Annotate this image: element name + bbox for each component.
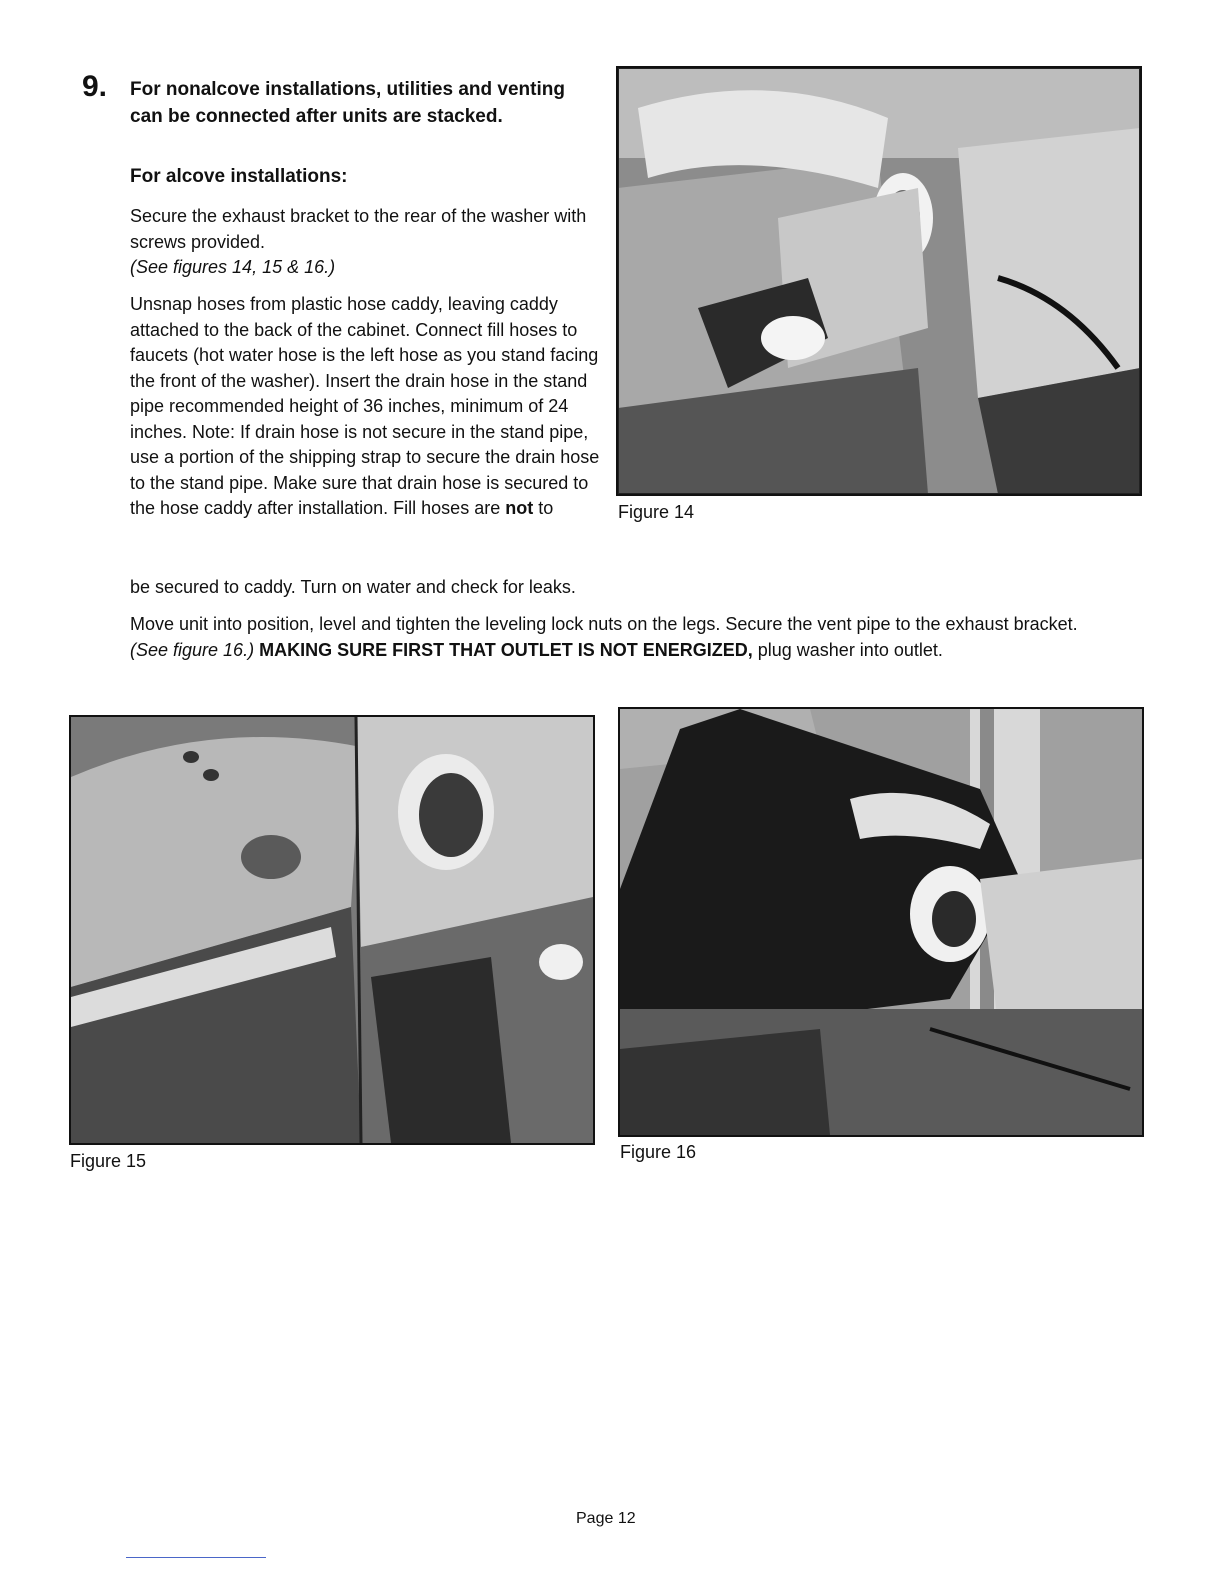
position-instructions	[130, 612, 1110, 663]
position-figure-ref: (See figure 16.)	[130, 639, 255, 660]
bracket-figure-ref: (See figures 14, 15 & 16.)	[130, 257, 336, 277]
bracket-text: Secure the exhaust bracket to the rear of the washer with screws provided.	[130, 206, 587, 252]
hose-instructions-end: be secured to caddy. Turn on water and check for leaks.	[130, 577, 576, 597]
outlet-warning: MAKING SURE FIRST THAT OUTLET IS NOT ENERGIZED,	[254, 639, 753, 660]
figure-14-photo	[616, 66, 1142, 496]
bracket-instructions	[130, 204, 600, 281]
step-heading: For nonalcove installations, utilities and venting can be connected after units are stacked.	[130, 79, 565, 127]
alcove-subheading: For alcove installations:	[130, 166, 348, 187]
figure-16-caption: Figure 16	[620, 1142, 697, 1162]
figure-15-photo	[69, 715, 595, 1145]
figure-15-caption: Figure 15	[70, 1151, 147, 1171]
page-number: Page 12	[576, 1510, 636, 1527]
hose-instructions	[130, 292, 600, 522]
hose-text-to: to	[533, 498, 554, 518]
position-text-end: plug washer into outlet.	[752, 639, 943, 660]
step-number: 9.	[82, 70, 108, 103]
footer-divider	[126, 1557, 266, 1558]
figure-14-caption: Figure 14	[618, 502, 695, 522]
hose-text: Unsnap hoses from plastic hose caddy, leaving caddy attached to the back of the cabinet. Connect fill hoses to faucets (hot water hose is the left hose as you stand facing the front of the washer). Insert the drain hose in the stand pipe recommended height of 36 inches, minimum of 24 inches. Note: If drain hose is not secure in the stand pipe, use a portion of the shipping strap to secure the drain hose to the stand pipe. Make sure that drain hose is secured to the hose caddy after installation. Fill hoses are	[130, 294, 600, 518]
hose-not-emphasis: not	[505, 498, 534, 518]
position-text: Move unit into position, level and tighten the leveling lock nuts on the legs. Secure the vent pipe to the exhaust bracket.	[130, 614, 1078, 634]
figure-16-photo	[618, 707, 1144, 1137]
